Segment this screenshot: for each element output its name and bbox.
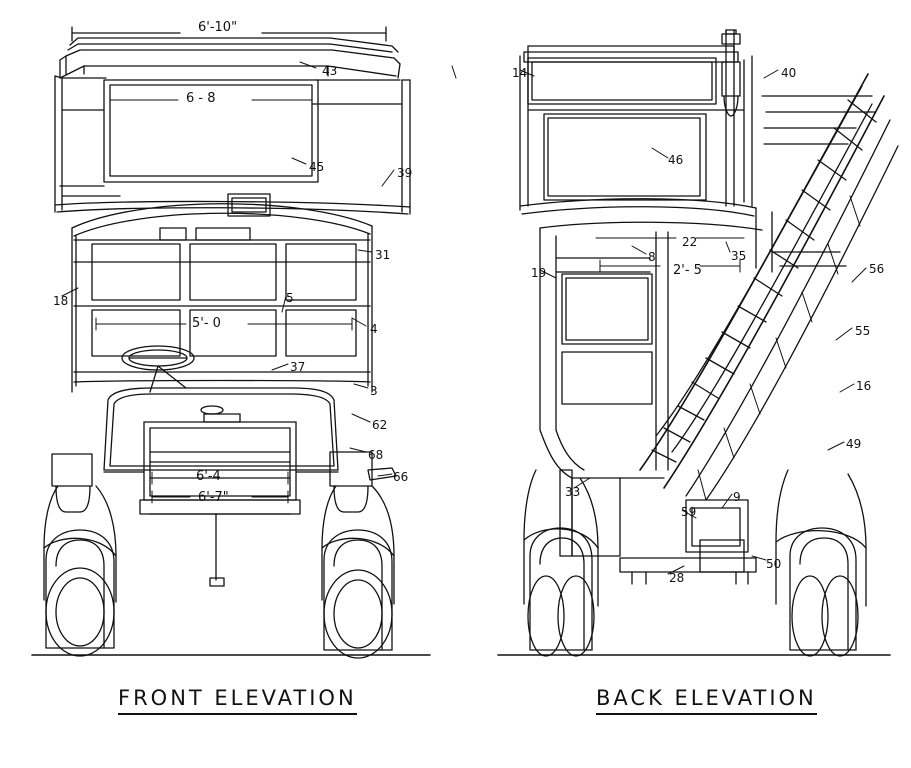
front-callout-45: 45	[309, 160, 325, 174]
front-callout-4: 4	[370, 322, 378, 336]
back-callout-22: 22	[682, 235, 698, 249]
front-dimension-fd2: 6 - 8	[186, 91, 216, 106]
caption-front-text: FRONT ELEVATION	[118, 686, 357, 710]
back-callout-9: 9	[733, 490, 741, 504]
front-callout-39: 39	[397, 166, 413, 180]
back-callout-33: 33	[565, 485, 581, 499]
back-callout-40: 40	[781, 66, 797, 80]
front-callout-68: 68	[368, 448, 384, 462]
back-callout-59: 59	[681, 505, 697, 519]
front-dimension-fd3: 5'- 0	[192, 316, 221, 331]
back-callout-35: 35	[731, 249, 747, 263]
front-callout-37: 37	[290, 360, 306, 374]
front-callout-18: 18	[53, 294, 69, 308]
back-callout-50: 50	[766, 557, 782, 571]
caption-front-elevation	[118, 686, 357, 715]
front-dimension-fd1: 6'-10"	[198, 20, 238, 35]
back-callout-28: 28	[669, 571, 685, 585]
front-dimension-fd5: 6'-7"	[198, 490, 229, 505]
back-callout-49: 49	[846, 437, 862, 451]
back-callout-8: 8	[648, 250, 656, 264]
front-callout-62: 62	[372, 418, 388, 432]
caption-back-elevation	[596, 686, 817, 715]
caption-back-underline	[596, 713, 817, 715]
back-callout-46: 46	[668, 153, 684, 167]
front-callout-43: 43	[322, 64, 338, 78]
caption-front-underline	[118, 713, 357, 715]
back-callout-14: 14	[512, 66, 528, 80]
front-callout-66: 66	[393, 470, 409, 484]
front-callout-31: 31	[375, 248, 391, 262]
caption-back-text: BACK ELEVATION	[596, 686, 817, 710]
back-callout-16: 16	[856, 379, 872, 393]
front-dimension-fd4: 6'-4	[196, 469, 221, 484]
back-callout-55: 55	[855, 324, 871, 338]
front-callout-3: 3	[370, 384, 378, 398]
back-callout-19: 19	[531, 266, 547, 280]
back-callout-56: 56	[869, 262, 885, 276]
front-callout-5: 5	[286, 291, 294, 305]
back-dimension-bd1: 2'- 5	[673, 263, 702, 278]
